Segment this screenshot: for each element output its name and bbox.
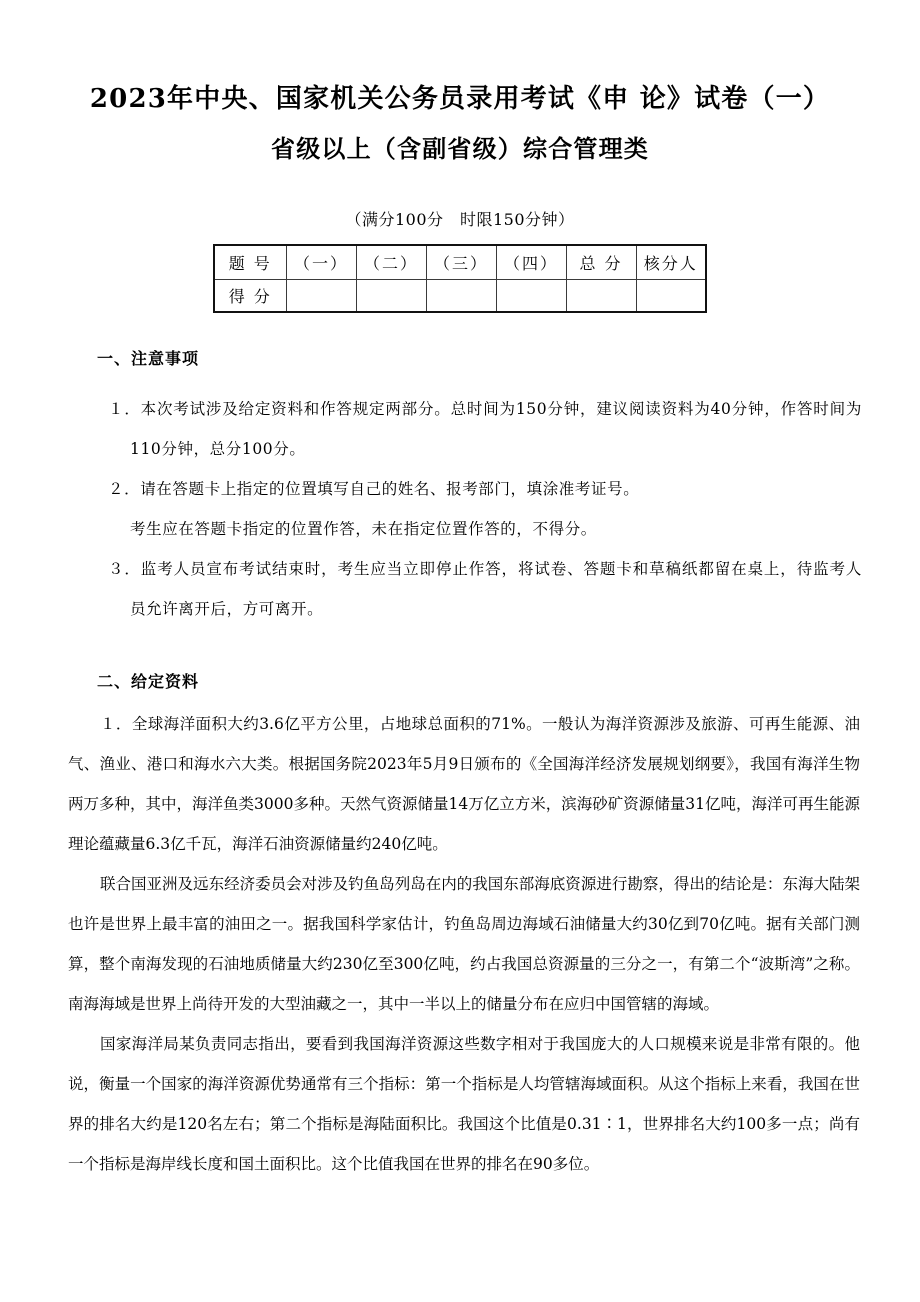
score-table-container bbox=[0, 244, 920, 313]
score-table bbox=[213, 244, 707, 313]
table-header-cell: （三） bbox=[426, 245, 496, 280]
page-subtitle: 省级以上（含副省级）综合管理类 bbox=[271, 134, 649, 164]
page-title: 2023年中央、国家机关公务员录用考试《申 论》试卷（一） bbox=[89, 84, 831, 114]
materials-body bbox=[0, 704, 920, 1184]
notice-list bbox=[0, 389, 920, 629]
table-row-label: 得 分 bbox=[214, 280, 286, 313]
table-row bbox=[214, 280, 706, 313]
table-header-cell: （一） bbox=[286, 245, 356, 280]
score-cell-4[interactable] bbox=[496, 280, 566, 313]
title-block bbox=[0, 0, 920, 165]
score-note: （满分100分 时限150分钟） bbox=[345, 210, 575, 230]
score-cell-1[interactable] bbox=[286, 280, 356, 313]
section-heading-materials: 二、给定资料 bbox=[97, 672, 200, 692]
score-cell-2[interactable] bbox=[356, 280, 426, 313]
notice-item-2-sub: 考生应在答题卡指定的位置作答，未在指定位置作答的，不得分。 bbox=[130, 520, 597, 539]
table-header-cell: 核分人 bbox=[636, 245, 706, 280]
table-header-cell: 总 分 bbox=[566, 245, 636, 280]
table-header-cell: （四） bbox=[496, 245, 566, 280]
score-cell-3[interactable] bbox=[426, 280, 496, 313]
notice-item-3: ３．监考人员宣布考试结束时，考生应当立即停止作答，将试卷、答题卡和草稿纸都留在桌上，待监考人员允许离开后，方可离开。 bbox=[108, 560, 862, 619]
score-cell-total[interactable] bbox=[566, 280, 636, 313]
table-header-cell: （二） bbox=[356, 245, 426, 280]
material-paragraph-2: 联合国亚洲及远东经济委员会对涉及钓鱼岛列岛在内的我国东部海底资源进行勘察，得出的结论是：东海大陆架也许是世界上最丰富的油田之一。据我国科学家估计，钓鱼岛周边海域石油储量大约30亿到70亿吨。据有关部门测算，整个南海发现的石油地质储量大约230亿至300亿吨，约占我国总资源量的三分之一，有第二个“波斯湾”之称。南海海域是世界上尚待开发的大型油藏之一，其中一半以上的储量分布在应归中国管辖的海域。 bbox=[68, 875, 860, 1014]
table-header-cell: 题 号 bbox=[214, 245, 286, 280]
notice-item-1: １．本次考试涉及给定资料和作答规定两部分。总时间为150分钟，建议阅读资料为40分钟，作答时间为110分钟，总分100分。 bbox=[108, 400, 862, 459]
notice-item-2: ２．请在答题卡上指定的位置填写自己的姓名、报考部门，填涂准考证号。 bbox=[108, 480, 640, 499]
material-paragraph-1: １．全球海洋面积大约3.6亿平方公里，占地球总面积的71%。一般认为海洋资源涉及旅游、可再生能源、油气、渔业、港口和海水六大类。根据国务院2023年5月9日颁布的《全国海洋经济发展规划纲要》，我国有海洋生物两万多种，其中，海洋鱼类3000多种。天然气资源储量14万亿立方米，滨海砂矿资源储量31亿吨，海洋可再生能源理论蕴藏量6.3亿千瓦，海洋石油资源储量约240亿吨。 bbox=[68, 715, 860, 854]
table-row-header bbox=[214, 245, 706, 280]
score-cell-checker[interactable] bbox=[636, 280, 706, 313]
material-paragraph-3: 国家海洋局某负责同志指出，要看到我国海洋资源这些数字相对于我国庞大的人口规模来说是非常有限的。他说，衡量一个国家的海洋资源优势通常有三个指标：第一个指标是人均管辖海域面积。从这个指标上来看，我国在世界的排名大约是120名左右；第二个指标是海陆面积比。我国这个比值是0.31∶1，世界排名大约100多一点；尚有一个指标是海岸线长度和国土面积比。这个比值我国在世界的排名在90多位。 bbox=[68, 1035, 860, 1174]
section-heading-notice: 一、注意事项 bbox=[97, 349, 200, 369]
